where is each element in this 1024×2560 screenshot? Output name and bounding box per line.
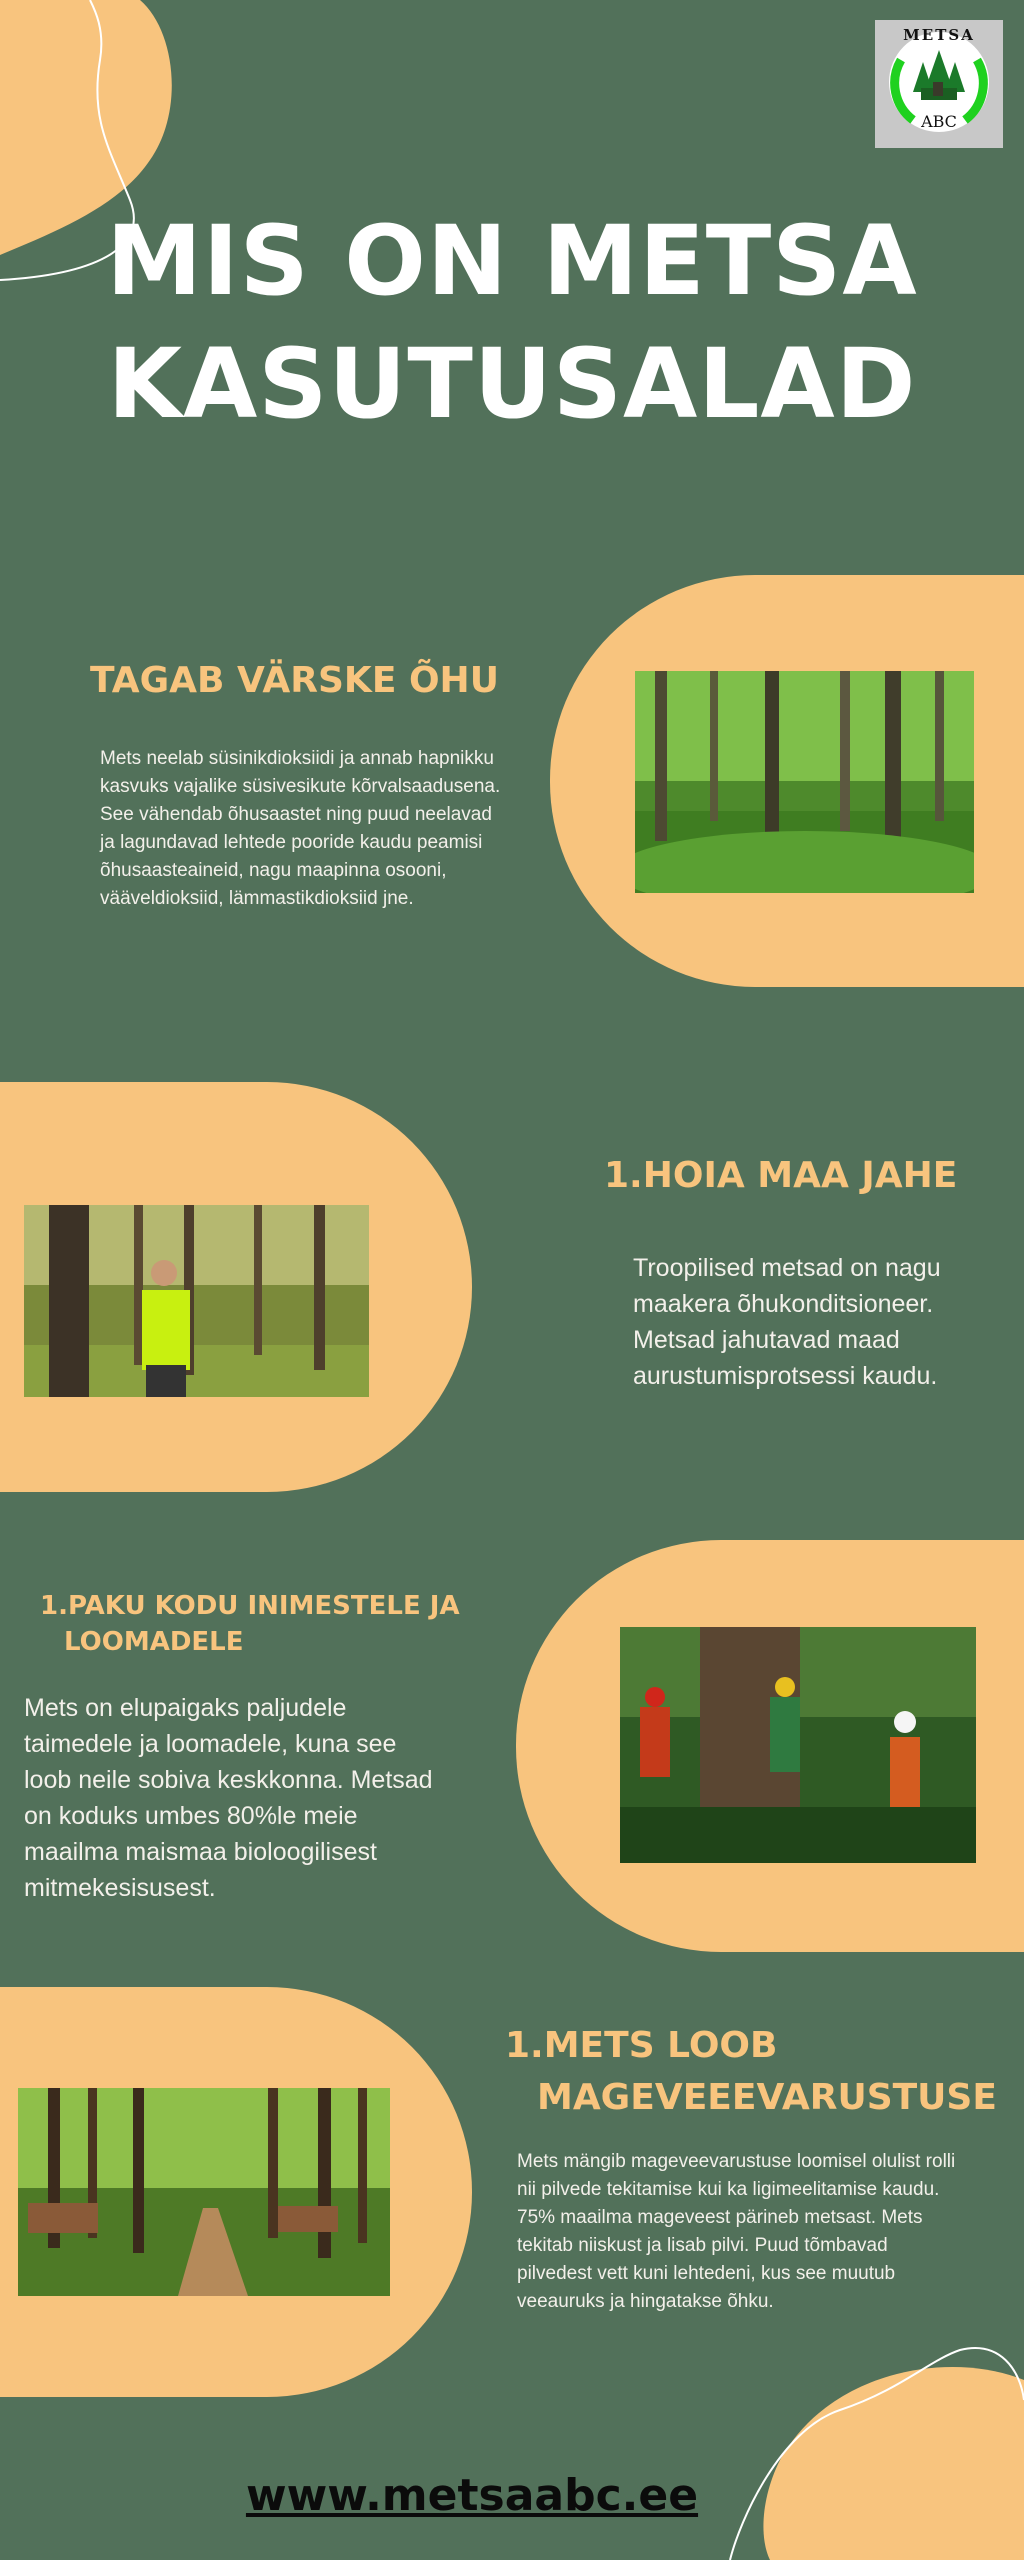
section-3-body: Mets on elupaigaks paljudele taimedele ja loomadele, kuna see loob neile sobiva keskkonna. Metsad on koduks umbes 80%le meie maailma maismaa bioloogilisest mitmekesisusest. [24,1694,433,1902]
section-4-heading [505,2020,997,2124]
section-3-heading [40,1588,460,1660]
forest-photo [635,671,974,893]
section-2-heading [604,1155,957,1196]
researchers-photo [620,1627,976,1863]
section-4-heading-line-2: MAGEVEEEVARUSTUSE [537,2077,997,2118]
section-3-heading-line-2: LOOMADELE [64,1627,244,1657]
section-4-body: Mets mängib mageveevarustuse loomisel olulist rolli nii pilvede tekitamise kui ka ligimeelitamise kaudu. 75% maailma mageveest pärineb metsast. Mets tekitab niiskust ja lisab pilvi. Puud tõmbavad pilvedest vett kuni lehtedeni, kus see muutub veeauruks ja hingatakse õhku. [517,2151,956,2312]
metsa-abc-logo[interactable] [875,20,1003,148]
logo-bottom-text: ABC [921,112,957,131]
forest-path-photo [18,2088,390,2296]
worker-tree-photo [24,1205,369,1397]
section-4-number: 1. [505,2025,544,2066]
decorative-blob-bottom-right [720,2340,1024,2560]
page-title-line-2: KASUTUSALAD [107,328,917,440]
section-3-number: 1. [40,1591,68,1621]
section-2-body: Troopilised metsad on nagu maakera õhukonditsioneer. Metsad jahutavad maad aurustumisprotsessi kaudu. [633,1254,941,1390]
section-2-heading-text: HOIA MAA JAHE [642,1155,958,1196]
page-title-line-1: MIS ON METSA [106,205,918,317]
section-1-body: Mets neelab süsinikdioksiidi ja annab hapnikku kasvuks vajalike süsivesikute kõrvalsaadusena. See vähendab õhusaastet ning puud neelavad ja lagundavad lehtede pooride kaudu peamisi õhusaasteaineid, nagu maapinna osooni, vääveldioksiid, lämmastikdioksiid jne. [100,748,501,909]
logo-top-text: METSA [903,26,975,44]
section-1-heading: TAGAB VÄRSKE ÕHU [90,660,499,701]
section-4-heading-line-1: METS LOOB [543,2025,778,2066]
section-3-heading-line-1: PAKU KODU INIMESTELE JA [67,1591,460,1621]
footer-website-link[interactable]: www.metsaabc.ee [245,2470,699,2521]
section-2-number: 1. [604,1155,643,1196]
